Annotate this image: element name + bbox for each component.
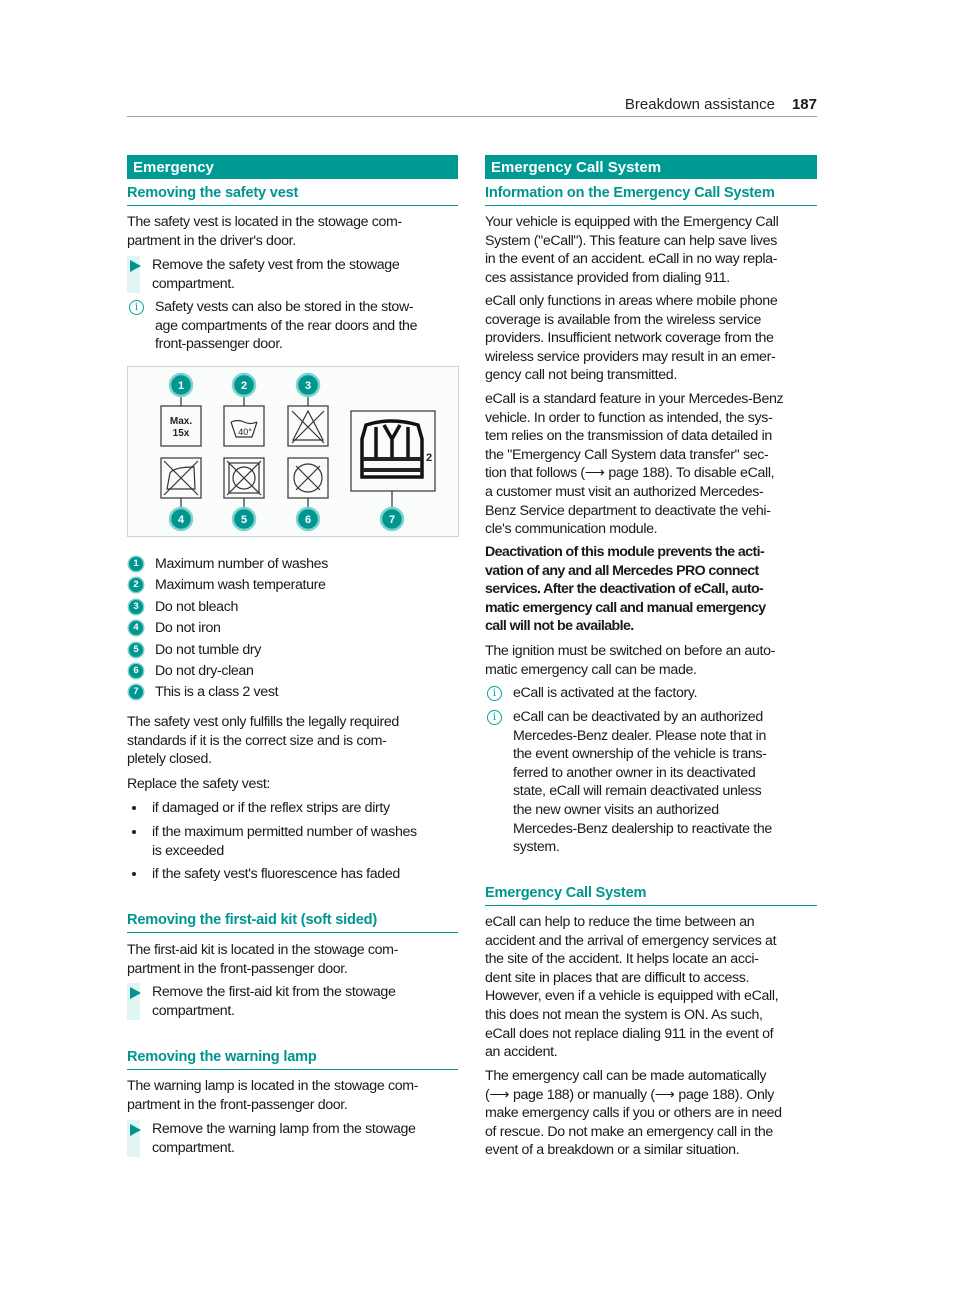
vest-class-text: 2 [426,452,433,464]
vest-intro: The safety vest is located in the stowage com- partment in the driver's door. [127,214,402,249]
svg-text:6: 6 [304,514,312,526]
section-bar-ecall: Emergency Call System [485,155,817,179]
step-text: Remove the safety vest from the stowage compartment. [152,257,400,292]
info-circle-icon: i [487,710,502,725]
heading-ecs: Emergency Call System [485,884,817,906]
svg-text:5: 5 [240,514,248,526]
ecall-p6: The emergency call can be made automatically (⟶ page 188) or manually (⟶ page 188). Only make emergency calls if you or others are in need of rescue. Do not make an emergency call in the event of a breakdown or a similar situation. [485,1068,782,1159]
callout-6 [297,508,319,530]
header-section: Breakdown assistance [624,96,775,113]
svg-text:7: 7 [388,514,396,526]
info-text: Safety vests can also be stored in the stow- age compartments of the rear doors and the front-passenger door. [155,299,418,353]
callout-2 [233,374,255,396]
step-text: Remove the warning lamp from the stowage compartment. [152,1121,416,1156]
firstaid-intro: The first-aid kit is located in the stowage com- partment in the front-passenger door. [127,942,399,977]
svg-text:2: 2 [240,380,248,392]
info-vest-storage [127,298,458,356]
triangle-right-icon [130,1124,141,1136]
info-ecall-deactivation [485,708,817,858]
max-washes-text: Max. [169,416,193,427]
ecall-p3: eCall is a standard feature in your Mercedes-Benz vehicle. In order to function as intended, the sys- tem relies on the transmission of data detailed in the "Emergency Call System data transfer" sec- tion that follows (⟶ page 188). To disable eCall, a customer must visit an authorized Mercedes- Benz Service department to deactivate the vehi- cle's communication module. [485,391,784,538]
running-header [127,94,817,117]
lamp-intro: The warning lamp is located in the stowage com- partment in the front-passenger door. [127,1078,419,1113]
callout-3 [297,374,319,396]
svg-text:1: 1 [177,380,185,392]
heading-warning-lamp: Removing the warning lamp [127,1048,458,1070]
callout-1 [170,374,192,396]
callout-5 [233,508,255,530]
care-label-figure [127,366,459,537]
care-symbols-illustration [128,367,458,536]
step-remove-firstaid [127,983,458,1023]
ecall-p5: eCall can help to reduce the time between an accident and the arrival of emergency services at the site of the accident. It helps locate an acci- dent site in places that are difficult to access. However, even if a vehicle is equipped with eCall, this does not mean the system is ON. As such, eCall does not replace dialing 911 in the event of an accident. [485,914,779,1061]
max-washes-count: 15x [172,428,190,439]
step-text: Remove the first-aid kit from the stowage compartment. [152,984,396,1019]
step-remove-lamp [127,1120,458,1160]
ecall-p4: The ignition must be switched on before an auto- matic emergency call can be made. [485,643,775,678]
info-circle-icon: i [487,686,502,701]
step-remove-vest [127,256,458,296]
info-circle-icon: i [129,300,144,315]
vest-replace: Replace the safety vest: [127,776,271,792]
vest-standards: The safety vest only fulfills the legally required standards if it is the correct size and is com- pletely closed. [127,714,399,768]
callout-7 [381,508,403,530]
page-number: 187 [791,96,817,113]
svg-text:3: 3 [304,380,312,392]
heading-ecall-info: Information on the Emergency Call System [485,184,817,206]
heading-safety-vest: Removing the safety vest [127,184,458,206]
info-ecall-factory [485,684,817,704]
manual-page: Breakdown assistance 187 Emergency Removing the safety vest The safety vest is located in the stowage com- partment in the driver's door. Remove the safety vest from the stowage compartment. i Safety vests can also be stored in the stow- age compartments of the rear doors and the front-passenger door. Max. 15x 40° 2 1 2 3 4 5 6 7 1 Maximum number of washes 2 Maximum wash temperature 3 Do not bleach 4 Do not iron 5 Do not tumble dry 6 Do not dry-clean 7 This is a class 2 vest The safety vest only fulfills the legally required standards if it is the correct size and is com- pletely closed. Replace the safety vest: if damaged or if the reflex strips are dirty if the maximum permitted number of washes is exceeded if the safety vest's fluorescence has faded Removing the first-aid kit (soft sided) The first-aid kit is located in the stowage com- partment in the front-passenger door. Remove the first-aid kit from the stowage compartment. Removing the warning lamp The warning lamp is located in the stowage com- partment in the front-passenger door. Remove the warning lamp from the stowage compartment. Emergency Call System Information on the Emergency Call System Your vehicle is equipped with the Emergency Call System ("eCall"). This feature can help save lives in the event of an accident. eCall in no way repla- ces assistance provided from dialing 911. eCall only functions in areas where mobile phone coverage is available from the wireless service providers. Insufficient network coverage from the wireless service providers may result in an emer- gency call not being transmitted. eCall is a standard feature in your Mercedes-Benz vehicle. In order to function as intended, the sys- tem relies on the transmission of data detailed in the "Emergency Call System data transfer" sec- tion that follows (⟶ page 188). To disable eCall, a customer must visit an authorized Mercedes- Benz Service department to deactivate the vehi- cle's communication module. Deactivation of this module prevents the acti- vation of any and all Mercedes PRO connect services. After the deactivation of eCall, auto- matic emergency call and manual emergency call will not be available. The ignition must be switched on before an auto- matic emergency call can be made. i eCall is activated at the factory. i eCall can be deactivated by an authorized Mercedes-Benz dealer. Please note that in the event ownership of the vehicle is trans- ferred to another owner in its deactivated state, eCall will remain deactivated unless the new owner visits an authorized Mercedes-Benz dealership to reactivate the system. Emergency Call System eCall can help to reduce the time between an accident and the arrival of emergency services at the site of the accident. It helps locate an acci- dent site in places that are difficult to access. However, even if a vehicle is equipped with eCall, this does not mean the system is ON. As such, eCall does not replace dialing 911 in the event of an accident. The emergency call can be made automatically (⟶ page 188) or manually (⟶ page 188). Only make emergency calls if you or others are in need of rescue. Do not make an emergency call in the event of a breakdown or a similar situation. [0,0,960,1302]
ecall-warning: Deactivation of this module prevents the acti- vation of any and all Mercedes PRO connect services. After the deactivation of eCall, auto- matic emergency call and manual emergency call will not be available. [485,544,766,635]
ecall-p1: Your vehicle is equipped with the Emergency Call System ("eCall"). This feature can help save lives in the event of an accident. eCall in no way repla- ces assistance provided from dialing 911. [485,214,779,286]
triangle-right-icon [130,987,141,999]
heading-first-aid: Removing the first-aid kit (soft sided) [127,911,458,933]
info-text: eCall is activated at the factory. [513,685,698,701]
section-bar-emergency: Emergency [127,155,458,179]
temp-text: 40° [238,427,252,437]
ecall-p2: eCall only functions in areas where mobile phone coverage is available from the wireless service providers. Insufficient network coverage from the wireless service providers may result in an emer- gency call not being transmitted. [485,293,778,384]
info-text: eCall can be deactivated by an authorized Mercedes-Benz dealer. Please note that in the event ownership of the vehicle is trans- ferred to another owner in its deactivated state, eCall will remain deactivated unless the new owner visits an authorized Mercedes-Benz dealership to reactivate the system. [513,709,772,856]
triangle-right-icon [130,260,141,272]
callout-4 [170,508,192,530]
svg-text:4: 4 [177,514,185,526]
